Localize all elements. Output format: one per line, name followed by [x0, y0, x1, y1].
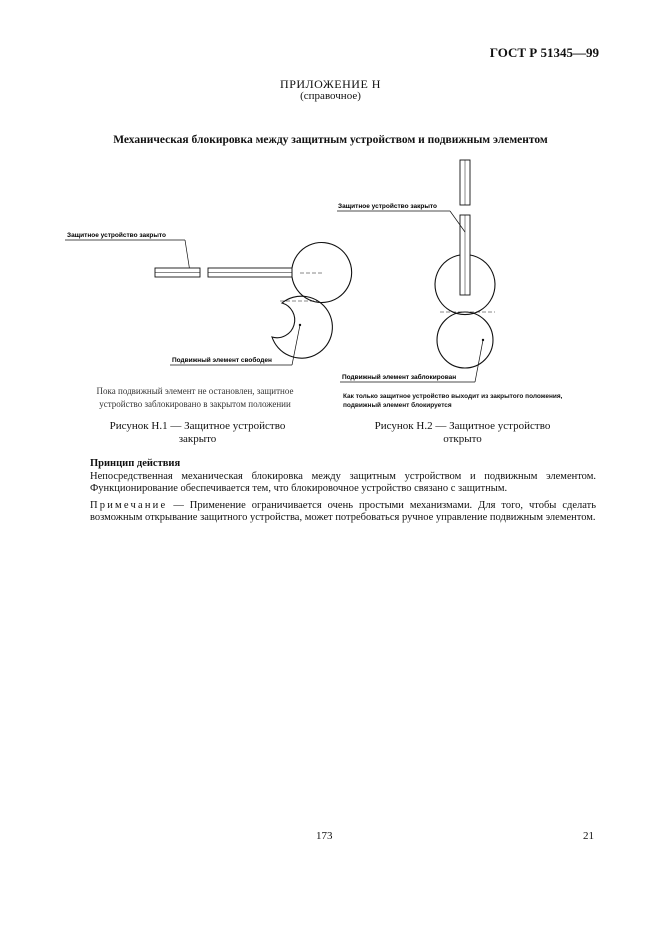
figure-2-caption-line1: Рисунок Н.2 — Защитное устройство	[374, 420, 551, 432]
figure-1-drawing	[60, 225, 330, 375]
figure-1-caption-line1: Рисунок Н.1 — Защитное устройство	[109, 420, 286, 432]
note-text: — Применение ограничивается очень простыми механизмами. Для того, чтобы сделать возможным открывание защитного устройства, может потребоваться ручное управление подвижным элементом.	[90, 499, 596, 523]
principle-paragraph: Непосредственная механическая блокировка между защитным устройством и подвижным элементом. Функционирование обеспечивается тем, что блокировочное устройство связано с защитным.	[90, 470, 596, 494]
figure-2-label-top: Защитное устройство закрыто	[338, 203, 437, 210]
figure-2-note-line1: Как только защитное устройство выходит из закрытого положения,	[343, 393, 563, 400]
figure-1-note-line1: Пока подвижный элемент не остановлен, защитное	[96, 386, 294, 396]
principle-section	[90, 458, 596, 525]
principle-note	[90, 500, 596, 525]
figure-2-note	[343, 392, 603, 410]
figure-2-label-bottom: Подвижный элемент заблокирован	[342, 374, 457, 381]
principle-heading: Принцип действия	[90, 458, 181, 469]
figure-1-note	[60, 385, 330, 411]
figure-1-label-top: Защитное устройство закрыто	[67, 232, 166, 239]
figure-2-note-line2: подвижный элемент блокируется	[343, 402, 452, 409]
standard-number: ГОСТ Р 51345—99	[489, 45, 599, 60]
figure-2-caption-line2: открыто	[443, 433, 482, 445]
figure-1-note-line2: устройство заблокировано в закрытом положении	[99, 399, 291, 409]
figure-1-label-bottom: Подвижный элемент свободен	[172, 357, 272, 364]
note-label: Примечание	[90, 499, 168, 511]
figure-1-caption	[75, 420, 320, 446]
right-page-number: 21	[583, 830, 594, 842]
figure-2-drawing	[335, 160, 600, 410]
center-page-number: 173	[316, 830, 333, 842]
main-title: Механическая блокировка между защитным устройством и подвижным элементом	[113, 134, 548, 146]
appendix-subtitle: (справочное)	[300, 90, 361, 102]
appendix-title: ПРИЛОЖЕНИЕ Н	[280, 77, 381, 91]
figure-2-caption	[340, 420, 585, 446]
figure-1-caption-line2: закрыто	[178, 433, 217, 445]
